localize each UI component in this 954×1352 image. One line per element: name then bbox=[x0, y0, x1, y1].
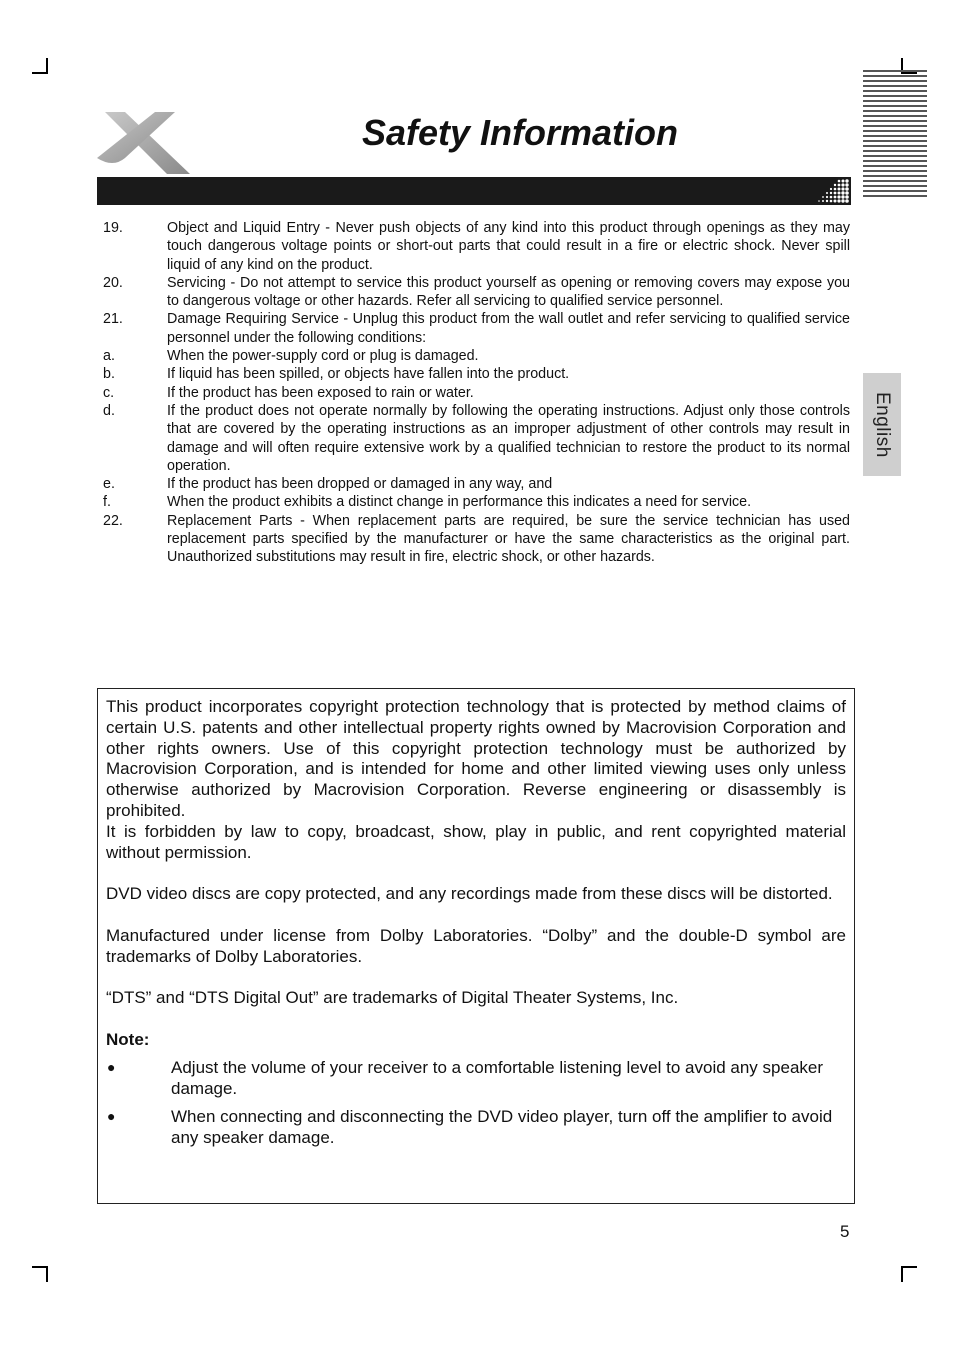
list-item bbox=[103, 493, 850, 511]
item-number: e. bbox=[103, 476, 115, 493]
language-tab-english[interactable] bbox=[863, 373, 901, 476]
page-number: 5 bbox=[840, 1222, 850, 1241]
brand-x-logo bbox=[95, 108, 195, 176]
item-number: 22. bbox=[103, 512, 123, 529]
item-number: d. bbox=[103, 402, 115, 419]
item-number: 19. bbox=[103, 220, 123, 236]
dvd-paragraph: DVD video discs are copy protected, and any recordings made from these discs will be distorted. bbox=[106, 884, 833, 904]
item-number: 20. bbox=[103, 274, 123, 291]
item-number: b. bbox=[103, 366, 115, 383]
list-item bbox=[103, 365, 850, 383]
spacer bbox=[106, 1009, 846, 1030]
item-text: If liquid has been spilled, or objects have fallen into the product. bbox=[167, 366, 570, 383]
item-text: If the product does not operate normally by following the operating instructions. Adjust only those controls that are covered by the operating instructions as an improper adjustment of other controls may result in damage and will often require extensive work by a qualified technician to restore the product to its normal operation. bbox=[167, 402, 850, 474]
list-item bbox=[103, 274, 850, 311]
spacer bbox=[106, 863, 846, 884]
list-item bbox=[103, 475, 850, 493]
item-text: Servicing - Do not attempt to service this product yourself as opening or removing covers may expose you to dangerous voltage or other hazards. Refer all servicing to qualified service personnel. bbox=[167, 274, 850, 310]
item-text: When the product exhibits a distinct change in performance this indicates a need for service. bbox=[167, 494, 752, 511]
item-text: If the product has been dropped or damaged in any way, and bbox=[167, 476, 553, 493]
bullet-icon: ● bbox=[107, 1058, 116, 1075]
list-item bbox=[106, 1057, 846, 1100]
dolby-paragraph: Manufactured under license from Dolby Laboratories. “Dolby” and the double-D symbol are trademarks of Dolby Laboratories. bbox=[106, 925, 846, 966]
halftone-dots-icon bbox=[815, 177, 851, 205]
list-item bbox=[103, 512, 850, 567]
crop-mark-top-left bbox=[32, 58, 48, 74]
item-text: Object and Liquid Entry - Never push objects of any kind into this product through openings as they may touch dangerous voltage points or short-out parts that could result in a fire or electric shock. Never spill liquid of any kind on the product. bbox=[167, 220, 850, 273]
item-text: When the power-supply cord or plug is damaged. bbox=[167, 348, 479, 365]
item-number: 21. bbox=[103, 311, 123, 328]
decorative-stripes bbox=[863, 70, 927, 200]
forbidden-paragraph: It is forbidden by law to copy, broadcast, show, play in public, and rent copyrighted material without permission. bbox=[106, 821, 846, 862]
list-item bbox=[103, 310, 850, 347]
spacer bbox=[106, 967, 846, 988]
crop-mark-bottom-left bbox=[32, 1266, 48, 1282]
copyright-notice-box bbox=[97, 688, 855, 1204]
language-tab-label: English bbox=[872, 391, 893, 458]
list-item bbox=[103, 384, 850, 402]
bullet-icon: ● bbox=[107, 1107, 116, 1124]
list-item bbox=[103, 347, 850, 365]
item-text: Damage Requiring Service - Unplug this product from the wall outlet and refer servicing to qualified service personnel under the following conditions: bbox=[167, 311, 850, 346]
list-item bbox=[106, 1106, 846, 1149]
item-number: a. bbox=[103, 348, 115, 365]
bullet-text: Adjust the volume of your receiver to a comfortable listening level to avoid any speaker damage. bbox=[171, 1057, 824, 1099]
item-text: Replacement Parts - When replacement parts are required, be sure the service technician has used replacement parts specified by the manufacturer or have the same characteristics as the original part. Unauthorized substitutions may result in fire, electric shock, or other hazards. bbox=[167, 512, 850, 566]
bullet-text: When connecting and disconnecting the DVD video player, turn off the amplifier to avoid any speaker damage. bbox=[171, 1106, 833, 1148]
item-text: If the product has been exposed to rain or water. bbox=[167, 384, 474, 401]
header-bar bbox=[97, 177, 851, 205]
dts-paragraph: “DTS” and “DTS Digital Out” are trademarks of Digital Theater Systems, Inc. bbox=[106, 988, 679, 1008]
list-item bbox=[103, 402, 850, 475]
safety-items-list bbox=[103, 219, 850, 567]
list-item bbox=[103, 219, 850, 274]
item-number: f. bbox=[103, 494, 111, 511]
spacer bbox=[106, 905, 846, 926]
item-number: c. bbox=[103, 384, 115, 401]
page-title: Safety Information bbox=[361, 112, 679, 153]
copyright-paragraph: This product incorporates copyright protection technology that is protected by method claims of certain U.S. patents and other intellectual property rights owned by Macrovision Corporation and other rights owners. Use of this copyright protection technology must be authorized by Macrovision Corporation, and is intended for home and other limited viewing uses only unless otherwise authorized by Macrovision Corporation. Reverse engineering or disassembly is prohibited. bbox=[106, 697, 846, 820]
crop-mark-bottom-right bbox=[901, 1266, 917, 1282]
note-label: Note: bbox=[106, 1029, 150, 1049]
